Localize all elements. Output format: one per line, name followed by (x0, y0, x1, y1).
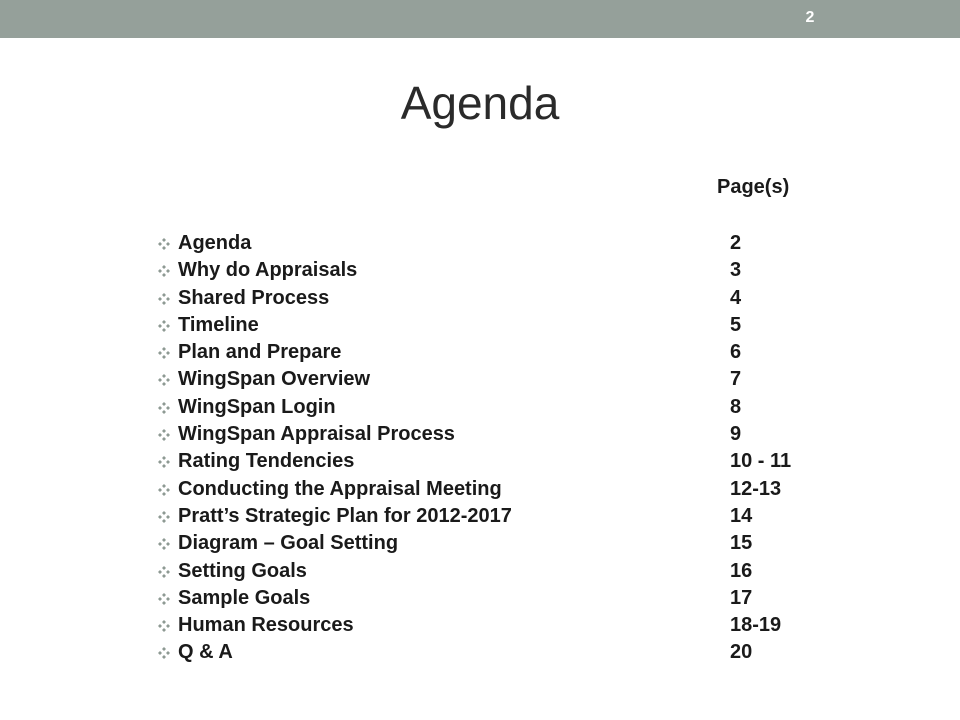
agenda-item-pages: 16 (730, 559, 753, 582)
list-item (158, 612, 838, 639)
agenda-item-label: Pratt’s Strategic Plan for 2012-2017 (178, 504, 512, 527)
agenda-item-pages: 10 - 11 (730, 450, 792, 473)
four-diamond-bullet-icon (158, 347, 170, 359)
agenda-item-pages: 9 (730, 423, 742, 446)
agenda-item-label: Why do Appraisals (178, 259, 358, 282)
four-diamond-bullet-icon (158, 593, 170, 605)
four-diamond-bullet-icon (158, 484, 170, 496)
agenda-item-label: Rating Tendencies (178, 450, 355, 473)
list-item (158, 339, 838, 366)
agenda-item-pages: 12-13 (730, 477, 782, 500)
four-diamond-bullet-icon (158, 620, 170, 632)
four-diamond-bullet-icon (158, 402, 170, 414)
agenda-item-pages: 15 (730, 532, 753, 555)
agenda-item-pages: 7 (730, 368, 742, 391)
four-diamond-bullet-icon (158, 320, 170, 332)
agenda-item-pages: 3 (730, 259, 742, 282)
list-item (158, 530, 838, 557)
list-item (158, 312, 838, 339)
four-diamond-bullet-icon (158, 265, 170, 277)
page-title: Agenda (400, 77, 560, 129)
four-diamond-bullet-icon (158, 566, 170, 578)
agenda-item-pages: 18-19 (730, 614, 782, 637)
four-diamond-bullet-icon (158, 511, 170, 523)
four-diamond-bullet-icon (158, 429, 170, 441)
pages-column-header: Page(s) (717, 176, 790, 198)
list-item (158, 366, 838, 393)
four-diamond-bullet-icon (158, 647, 170, 659)
agenda-item-pages: 20 (730, 641, 753, 664)
agenda-item-label: Human Resources (178, 614, 354, 637)
list-item (158, 585, 838, 612)
four-diamond-bullet-icon (158, 538, 170, 550)
agenda-item-pages: 2 (730, 232, 742, 254)
agenda-item-label: Setting Goals (178, 559, 307, 582)
four-diamond-bullet-icon (158, 374, 170, 386)
agenda-item-label: Plan and Prepare (178, 341, 342, 364)
list-item (158, 257, 838, 284)
agenda-item-label: Diagram – Goal Setting (178, 532, 399, 555)
list-item (158, 394, 838, 421)
agenda-item-label: WingSpan Overview (178, 368, 371, 391)
four-diamond-bullet-icon (158, 293, 170, 305)
agenda-item-label: Agenda (178, 232, 252, 254)
slide-header-bar (0, 0, 960, 38)
agenda-item-pages: 14 (730, 504, 753, 527)
four-diamond-bullet-icon (158, 238, 170, 250)
list-item (158, 421, 838, 448)
agenda-item-label: Q & A (178, 641, 233, 664)
agenda-item-pages: 4 (730, 286, 742, 309)
agenda-item-pages: 17 (730, 586, 753, 609)
agenda-item-label: WingSpan Login (178, 395, 336, 418)
agenda-item-label: Timeline (178, 313, 259, 336)
agenda-item-label: WingSpan Appraisal Process (178, 423, 455, 446)
four-diamond-bullet-icon (158, 456, 170, 468)
agenda-item-label: Shared Process (178, 286, 330, 309)
list-item (158, 285, 838, 312)
list-item (158, 476, 838, 503)
agenda-item-pages: 8 (730, 395, 742, 418)
list-item (158, 558, 838, 585)
agenda-item-pages: 6 (730, 341, 742, 364)
agenda-item-pages: 5 (730, 313, 742, 336)
list-item (158, 503, 838, 530)
list-item (158, 639, 838, 666)
agenda-item-label: Conducting the Appraisal Meeting (178, 477, 502, 500)
agenda-item-label: Sample Goals (178, 586, 311, 609)
slide-number: 2 (805, 9, 815, 26)
agenda-list (158, 230, 838, 667)
list-item (158, 230, 838, 257)
list-item (158, 448, 838, 475)
